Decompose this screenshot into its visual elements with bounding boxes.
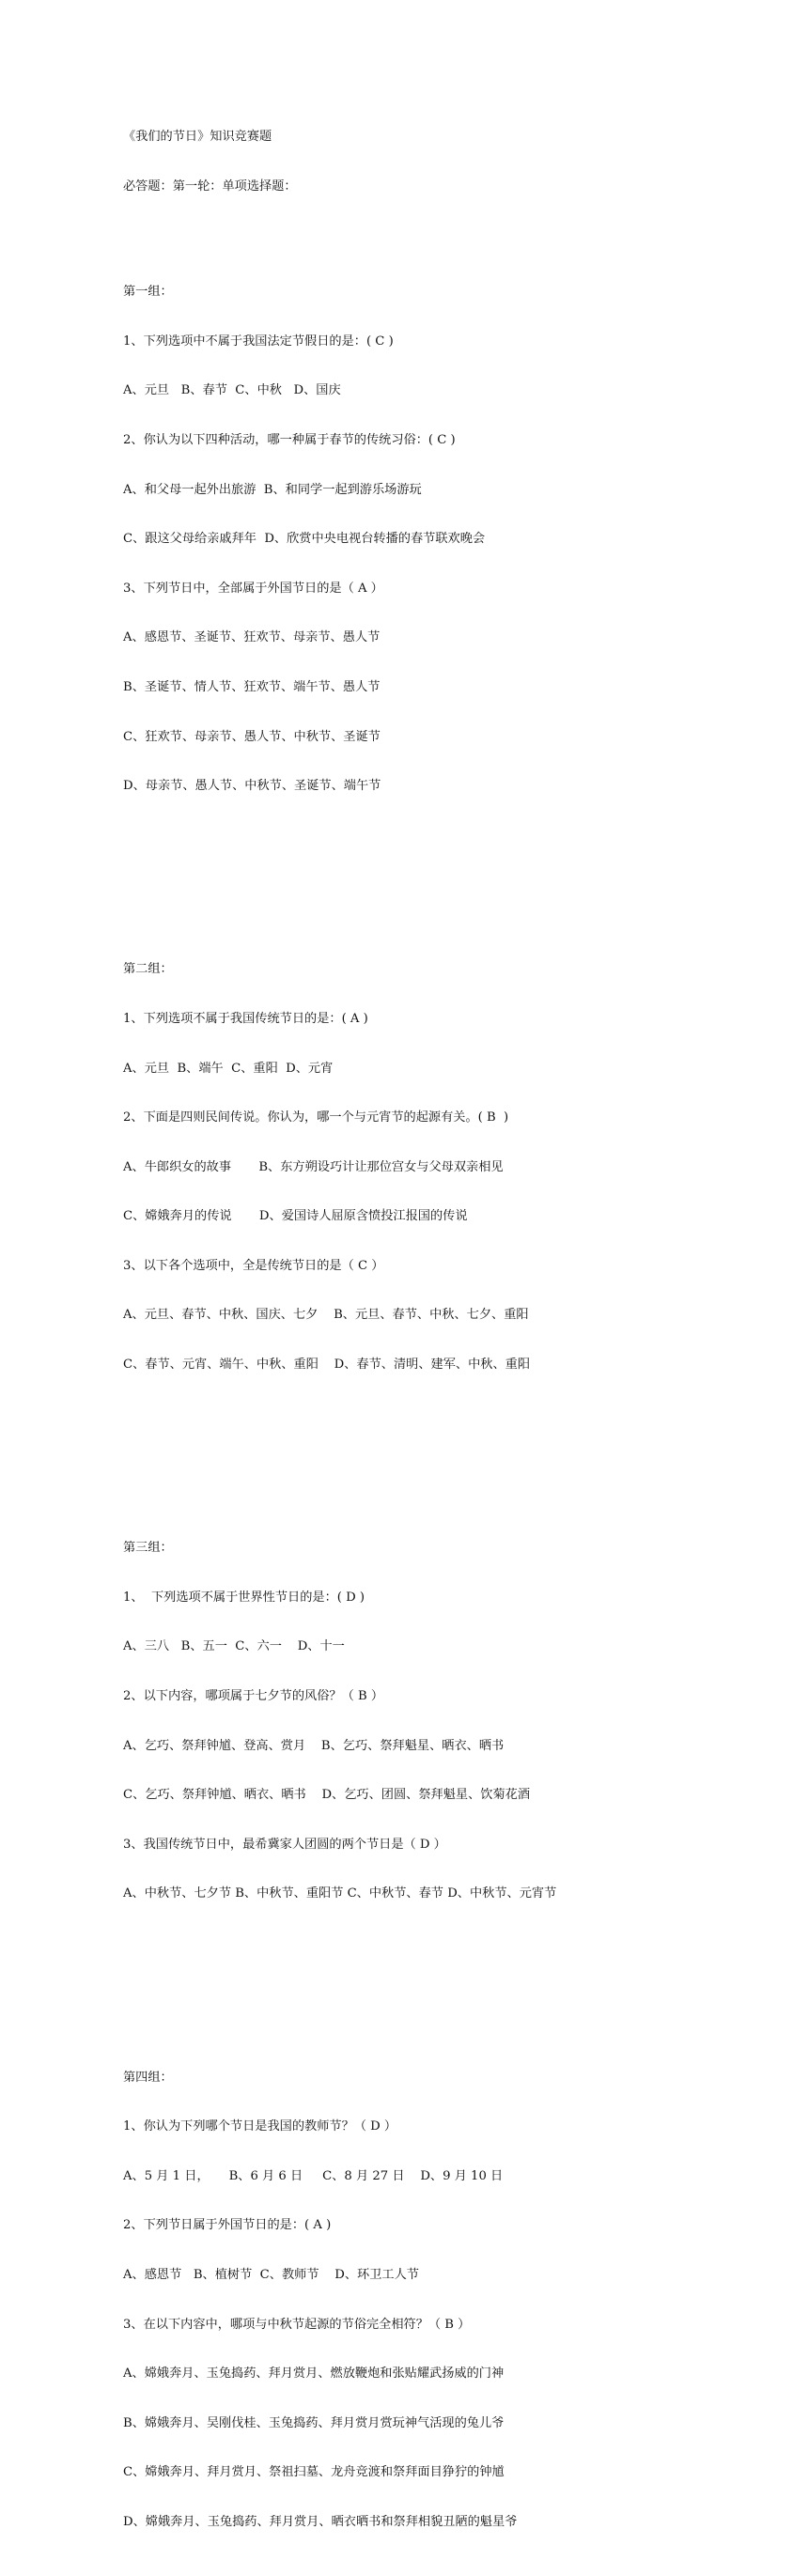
question-group-4	[123, 2040, 781, 2562]
document-subtitle: 必答题：第一轮：单项选择题：	[123, 178, 297, 194]
group-heading: 第二组：	[123, 962, 173, 977]
question-line: 2、下列节日属于外国节日的是：( A )	[123, 2218, 332, 2233]
group-heading: 第一组：	[123, 285, 173, 300]
options-line: A、和父母一起外出旅游 B、和同学一起到游乐场游玩	[123, 482, 422, 497]
question-line: 2、你认为以下四种活动，哪一种属于春节的传统习俗：( C )	[123, 432, 456, 447]
options-line: C、跟这父母给亲戚拜年 D、欣赏中央电视台转播的春节联欢晚会	[123, 532, 486, 547]
blank-line	[123, 1433, 781, 1454]
options-line: C、乞巧、祭拜钟馗、晒衣、晒书 D、乞巧、团圆、祭拜魁星、饮菊花酒	[123, 1788, 531, 1803]
options-line: C、春节、元宵、端午、中秋、重阳 D、春节、清明、建军、中秋、重阳	[123, 1358, 531, 1373]
options-line: A、乞巧、祭拜钟馗、登高、赏月 B、乞巧、祭拜魁星、晒衣、晒书	[123, 1738, 505, 1753]
question-line: 3、我国传统节日中，最希冀家人团圆的两个节日是（ D ）	[123, 1837, 446, 1852]
group-heading: 第三组：	[123, 1541, 173, 1556]
options-line: A、感恩节 B、植树节 C、教师节 D、环卫工人节	[123, 2267, 419, 2282]
document-title: 《我们的节日》知识竞赛题	[123, 130, 272, 144]
question-group-2	[123, 931, 781, 1404]
options-line: A、5 月 1 日， B、6 月 6 日 C、8 月 27 日 D、9 月 10 日	[123, 2168, 504, 2183]
question-line: 1、下列选项中不属于我国法定节假日的是：( C )	[123, 334, 394, 349]
group-heading: 第四组：	[123, 2070, 173, 2085]
options-line: A、感恩节、圣诞节、狂欢节、母亲节、愚人节	[123, 630, 381, 645]
question-line: 1、你认为下列哪个节日是我国的教师节？（ D ）	[123, 2119, 397, 2134]
options-line: A、嫦娥奔月、玉兔捣药、拜月赏月、燃放鞭炮和张贴耀武扬威的门神	[123, 2367, 505, 2382]
question-line: 2、以下内容，哪项属于七夕节的风俗？（ B ）	[123, 1689, 384, 1704]
options-line: D、嫦娥奔月、玉兔捣药、拜月赏月、晒衣晒书和祭拜相貌丑陋的魁星爷	[123, 2514, 518, 2529]
options-line: A、元旦 B、春节 C、中秋 D、国庆	[123, 383, 341, 398]
options-line: D、母亲节、愚人节、中秋节、圣诞节、端午节	[123, 779, 381, 794]
question-line: 1、下列选项不属于我国传统节日的是：( A )	[123, 1011, 368, 1026]
question-line: 3、以下各个选项中，全是传统节日的是（ C ）	[123, 1258, 384, 1273]
document-body	[123, 99, 781, 2576]
question-line: 1、 下列选项不属于世界性节日的是：( D )	[123, 1590, 365, 1605]
options-line: A、中秋节、七夕节 B、中秋节、重阳节 C、中秋节、春节 D、中秋节、元宵节	[123, 1886, 557, 1901]
question-line: 3、在以下内容中，哪项与中秋节起源的节俗完全相符？（ B ）	[123, 2317, 471, 2332]
question-line: 3、下列节日中，全部属于外国节日的是（ A ）	[123, 581, 383, 596]
options-line: A、三八 B、五一 C、六一 D、十一	[123, 1639, 345, 1654]
question-group-3	[123, 1510, 781, 1933]
options-line: B、圣诞节、情人节、狂欢节、端午节、愚人节	[123, 679, 381, 694]
blank-line	[123, 854, 781, 876]
options-line: A、元旦、春节、中秋、国庆、七夕 B、元旦、春节、中秋、七夕、重阳	[123, 1308, 529, 1323]
question-group-1	[123, 254, 781, 826]
options-line: C、嫦娥奔月、拜月赏月、祭祖扫墓、龙舟竞渡和祭拜面目狰狞的钟馗	[123, 2465, 505, 2480]
question-line: 2、下面是四则民间传说。你认为，哪一个与元宵节的起源有关。( B )	[123, 1110, 509, 1125]
options-line: C、嫦娥奔月的传说 D、爱国诗人屈原含愤投江报国的传说	[123, 1209, 468, 1224]
options-line: A、元旦 B、端午 C、重阳 D、元宵	[123, 1061, 334, 1076]
options-line: B、嫦娥奔月、吴刚伐桂、玉兔捣药、拜月赏月赏玩神气活现的兔儿爷	[123, 2415, 505, 2430]
blank-line	[123, 1962, 781, 1983]
options-line: A、牛郎织女的故事 B、东方朔设巧计让那位宫女与父母双亲相见	[123, 1159, 504, 1174]
options-line: C、狂欢节、母亲节、愚人节、中秋节、圣诞节	[123, 729, 381, 744]
